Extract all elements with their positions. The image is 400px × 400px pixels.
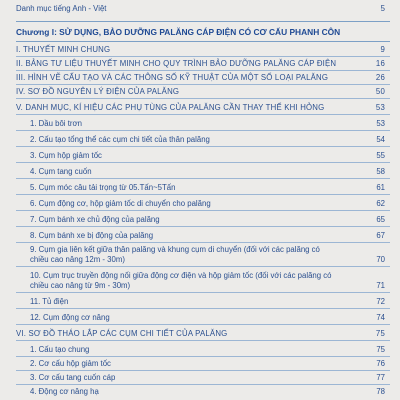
toc-section-label: VI. SƠ ĐỒ THÁO LẮP CÁC CỤM CHI TIẾT CỦA PALĂNG	[16, 329, 228, 338]
toc-section-label: II. BẢNG TƯ LIỆU THUYẾT MINH CHO QUY TRÌNH BẢO DƯỠNG PALĂNG CÁP ĐIỆN	[16, 59, 337, 68]
row-underline	[16, 118, 390, 131]
toc-page-number: 54	[376, 135, 385, 144]
toc-item	[0, 386, 400, 398]
row-underline	[16, 280, 390, 293]
toc-row-english-vietnamese	[0, 3, 400, 15]
toc-item-label: 12. Cụm động cơ nâng	[30, 313, 110, 322]
toc-page-number: 50	[375, 87, 385, 96]
row-underline	[16, 102, 390, 115]
row-underline	[16, 86, 390, 99]
toc-page-number: 53	[375, 103, 385, 112]
toc-section-label: I. THUYẾT MINH CHUNG	[16, 45, 111, 54]
toc-page-number: 65	[376, 215, 385, 224]
row-underline	[16, 312, 390, 325]
divider	[16, 21, 390, 22]
toc-item-label: 9. Cụm gia liên kết giữa thân palăng và khung cụm di chuyển (đối với các palăng có	[30, 245, 320, 254]
toc-item-label: 3. Cơ cấu tang cuốn cáp	[30, 373, 116, 382]
chapter-title	[0, 26, 400, 38]
toc-item-label: 4. Cụm tang cuốn	[30, 167, 92, 176]
row-underline	[16, 150, 390, 163]
toc-item-label: 4. Động cơ nâng hạ	[30, 387, 99, 396]
row-underline	[16, 198, 390, 211]
toc-page-number: 58	[376, 167, 385, 176]
row-underline	[16, 58, 390, 71]
toc-item-label: 2. Cấu tạo tổng thể các cụm chi tiết của thân palăng	[30, 135, 210, 144]
toc-page-number: 75	[376, 345, 385, 354]
row-underline	[16, 214, 390, 227]
toc-page-number: 74	[376, 313, 385, 322]
toc-page-number: 67	[376, 231, 385, 240]
toc-item-label: 7. Cụm bánh xe chủ động của palăng	[30, 215, 160, 224]
row-underline	[16, 166, 390, 179]
toc-page-number: 75	[375, 329, 385, 338]
toc-item-label: chiều cao nâng từ 9m - 30m)	[30, 281, 131, 290]
row-underline	[16, 358, 390, 371]
toc-item-label: 8. Cụm bánh xe bị động của palăng	[30, 231, 154, 240]
row-underline	[16, 254, 390, 267]
toc-page-number: 26	[375, 73, 385, 82]
toc-item-label: 2. Cơ cấu hộp giảm tốc	[30, 359, 111, 368]
toc-page-number: 76	[376, 359, 385, 368]
row-underline	[16, 296, 390, 309]
row-underline	[16, 230, 390, 243]
toc-page-number: 77	[376, 373, 385, 382]
chapter-title-text: Chương I: SỬ DỤNG, BẢO DƯỠNG PALĂNG CÁP ĐIỆN CÓ CƠ CẤU PHANH CÔN	[16, 27, 341, 37]
toc-item-label: 1. Cấu tạo chung	[30, 345, 90, 354]
toc-item-label: 10. Cụm trục truyền động nối giữa động cơ điện và hộp giảm tốc (đối với các palăng có	[30, 271, 332, 280]
row-underline	[16, 72, 390, 85]
toc-page-number: 78	[376, 387, 385, 396]
toc-page-number: 61	[376, 183, 385, 192]
toc-item-label: 11. Tủ điện	[30, 297, 69, 306]
toc-section-label: III. HÌNH VẼ CẤU TẠO VÀ CÁC THÔNG SỐ KỸ THUẬT CỦA MỘT SỐ LOẠI PALĂNG	[16, 73, 329, 82]
toc-label: Danh mục tiếng Anh - Việt	[16, 4, 107, 13]
row-underline	[16, 134, 390, 147]
toc-page-number: 9	[380, 45, 385, 54]
divider	[16, 41, 390, 42]
row-underline	[16, 182, 390, 195]
toc-page-number: 16	[375, 59, 385, 68]
toc-page-number: 53	[376, 119, 385, 128]
row-underline	[16, 44, 390, 57]
toc-page-number: 72	[376, 297, 385, 306]
toc-section-label: IV. SƠ ĐỒ NGUYÊN LÝ ĐIỆN CỦA PALĂNG	[16, 87, 180, 96]
toc-page-number: 70	[376, 255, 385, 264]
toc-item-label: 3. Cụm hộp giảm tốc	[30, 151, 102, 160]
toc-item-label: 6. Cụm động cơ, hộp giảm tốc di chuyển cho palăng	[30, 199, 211, 208]
toc-item-label: chiều cao nâng 12m - 30m)	[30, 255, 125, 264]
toc-item-label: 5. Cụm móc câu tải trọng từ 05.Tấn~5Tấn	[30, 183, 176, 192]
toc-section-label: V. DANH MỤC, KÍ HIỆU CÁC PHỤ TÙNG CỦA PALĂNG CẦN THAY THẾ KHI HỎNG	[16, 103, 325, 112]
toc-page-number: 62	[376, 199, 385, 208]
row-underline	[16, 328, 390, 341]
row-underline	[16, 344, 390, 357]
row-underline	[16, 372, 390, 385]
toc-item-label: 1. Dầu bôi trơn	[30, 119, 82, 128]
toc-page-number: 5	[380, 4, 385, 13]
toc-page-number: 71	[376, 281, 385, 290]
toc-page-number: 55	[376, 151, 385, 160]
